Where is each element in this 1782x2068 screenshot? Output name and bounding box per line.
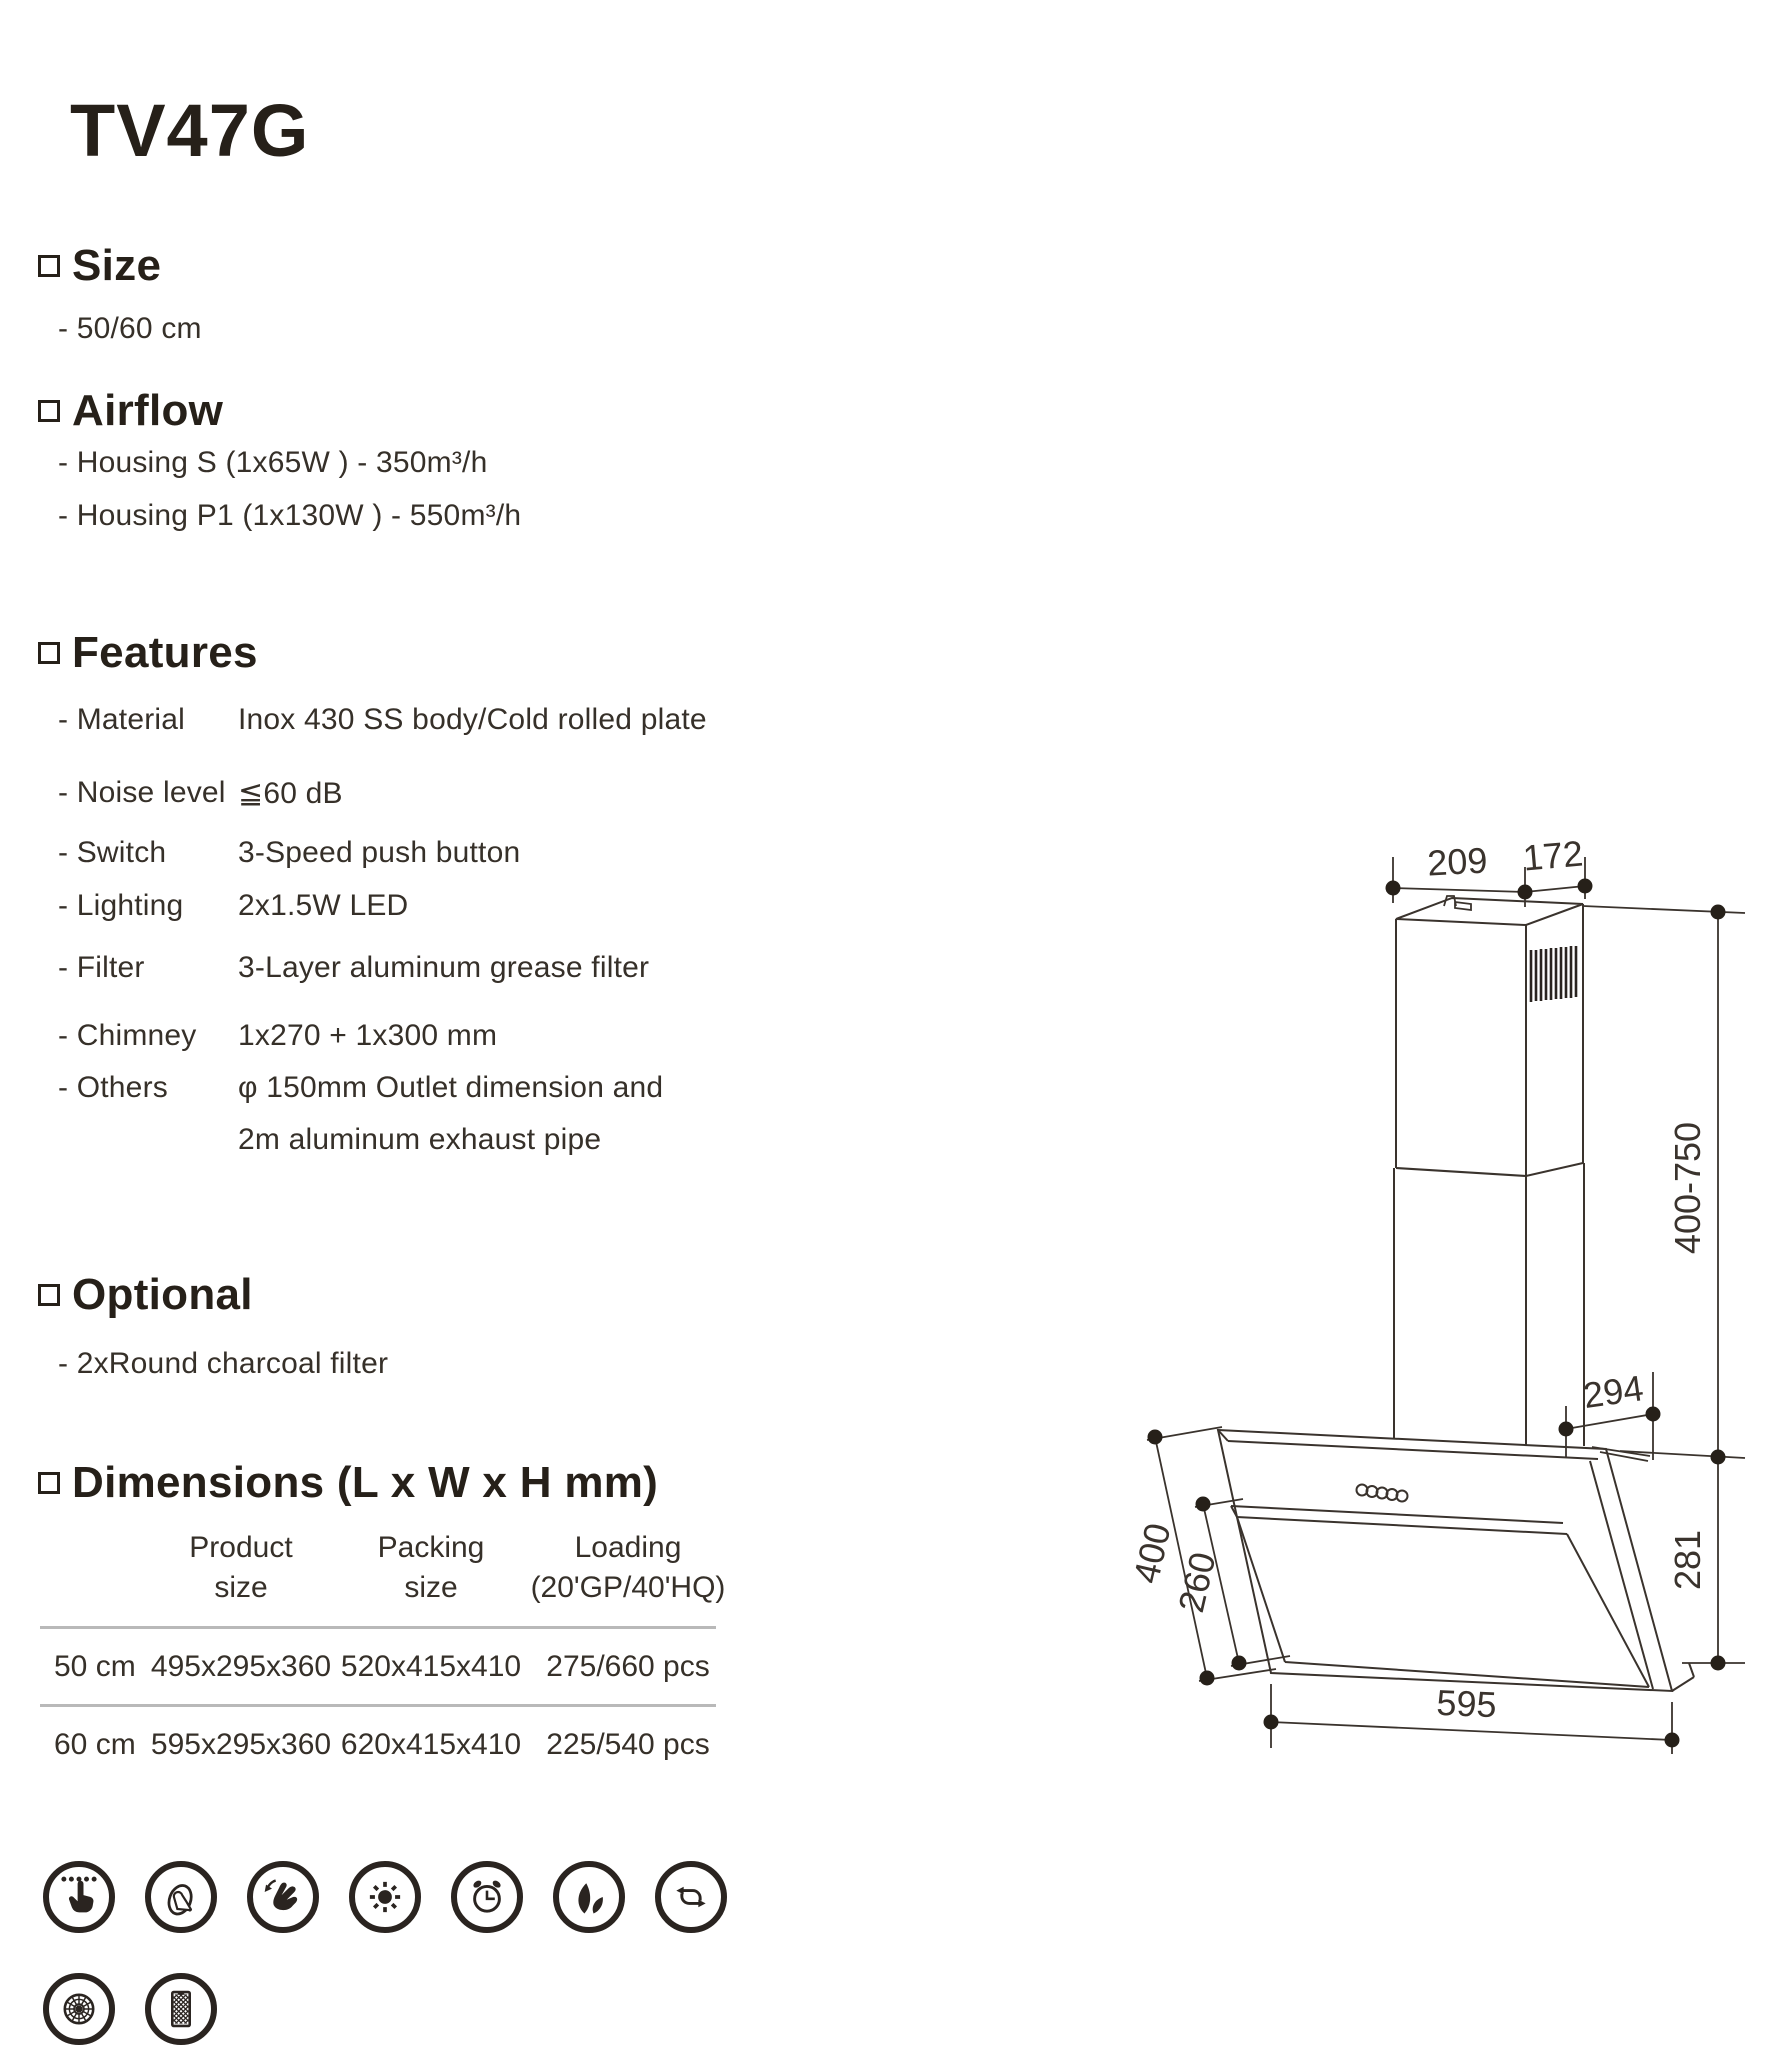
technical-drawing — [1100, 830, 1782, 1780]
dim-label-260: 260 — [1170, 1548, 1224, 1617]
size-item: - 50/60 cm — [58, 312, 202, 345]
chimney-top-dimension — [1386, 833, 1593, 907]
feature-label: - Chimney — [58, 1019, 197, 1052]
eco-leaf-icon — [553, 1861, 625, 1933]
chimney-outline — [1394, 896, 1584, 1446]
feature-value: ≦60 dB — [238, 777, 343, 810]
dim-label-172: 172 — [1521, 832, 1585, 879]
section-heading-features — [38, 630, 258, 676]
square-bullet-icon — [38, 1284, 60, 1306]
cell-size: 60 cm — [54, 1727, 136, 1761]
square-bullet-icon — [38, 400, 60, 422]
section-title: Features — [72, 628, 258, 677]
feature-value: 1x270 + 1x300 mm — [238, 1019, 498, 1052]
dim-label-400-750: 400-750 — [1667, 1121, 1708, 1255]
feature-row — [58, 836, 758, 870]
feature-row — [58, 1071, 758, 1105]
right-height-dimensions — [1580, 905, 1745, 1671]
col-header-packing-size — [336, 1528, 526, 1608]
section-title: Dimensions (L x W x H mm) — [72, 1458, 659, 1507]
air-recirculation-icon — [655, 1861, 727, 1933]
dim-label-209: 209 — [1426, 839, 1489, 884]
feature-value-line2: 2m aluminum exhaust pipe — [238, 1123, 602, 1156]
col-header-loading — [526, 1528, 730, 1608]
feature-value: 3-Speed push button — [238, 836, 521, 869]
feature-label: - Lighting — [58, 889, 184, 922]
col-header-product-size — [146, 1528, 336, 1608]
touch-control-icon — [145, 1861, 217, 1933]
cell-loading: 275/660 pcs — [546, 1649, 710, 1683]
feature-value: φ 150mm Outlet dimension and — [238, 1071, 664, 1104]
cell-loading: 225/540 pcs — [546, 1727, 710, 1761]
col-header — [40, 1528, 146, 1608]
table-header-row — [40, 1528, 726, 1626]
table-row — [40, 1626, 716, 1704]
dim-label-595: 595 — [1435, 1681, 1498, 1726]
charcoal-filter-icon — [145, 1973, 217, 2045]
hood-body-outline — [1218, 1430, 1694, 1691]
timer-icon — [451, 1861, 523, 1933]
airflow-item: - Housing S (1x65W ) - 350m³/h — [58, 446, 488, 479]
section-heading-optional — [38, 1272, 253, 1318]
optional-item: - 2xRound charcoal filter — [58, 1347, 389, 1380]
page-title: TV47G — [70, 89, 310, 172]
square-bullet-icon — [38, 642, 60, 664]
feature-value: 2x1.5W LED — [238, 889, 409, 922]
section-heading-dimensions — [38, 1460, 658, 1506]
col-header-line: Packing — [377, 1531, 485, 1564]
section-title: Size — [72, 241, 162, 290]
feature-label: - Filter — [58, 951, 145, 984]
feature-value: 3-Layer aluminum grease filter — [238, 951, 650, 984]
gesture-control-icon — [247, 1861, 319, 1933]
cell-packing-size: 620x415x410 — [340, 1727, 522, 1761]
bottom-width-dimension — [1264, 1682, 1680, 1754]
feature-row — [58, 889, 758, 923]
airflow-item: - Housing P1 (1x130W ) - 550m³/h — [58, 499, 522, 532]
col-header-line: Product — [189, 1531, 293, 1564]
square-bullet-icon — [38, 1472, 60, 1494]
col-header-line: size — [404, 1571, 458, 1604]
feature-row — [58, 703, 758, 737]
cell-size: 50 cm — [54, 1649, 136, 1683]
vent-grille-icon — [1531, 946, 1576, 1002]
col-header-line: size — [214, 1571, 268, 1604]
cell-product-size: 595x295x360 — [150, 1727, 332, 1761]
led-light-icon — [349, 1861, 421, 1933]
dim-label-294: 294 — [1580, 1367, 1646, 1417]
dim-label-281: 281 — [1667, 1529, 1708, 1591]
feature-label: - Switch — [58, 836, 167, 869]
cell-packing-size: 520x415x410 — [340, 1649, 522, 1683]
feature-row — [58, 951, 758, 985]
aluminum-grease-filter-icon — [43, 1973, 115, 2045]
section-heading-airflow — [38, 388, 223, 434]
push-button-control-icon — [43, 1861, 115, 1933]
square-bullet-icon — [38, 255, 60, 277]
feature-label: - Noise level — [58, 776, 226, 809]
col-header-line: Loading — [574, 1531, 682, 1564]
section-title: Airflow — [72, 386, 224, 435]
feature-value: Inox 430 SS body/Cold rolled plate — [238, 703, 707, 736]
feature-row — [58, 1019, 758, 1053]
feature-row — [58, 776, 758, 811]
dim-label-400: 400 — [1125, 1519, 1179, 1588]
section-title: Optional — [72, 1270, 253, 1319]
section-heading-size — [38, 243, 161, 289]
push-buttons — [1357, 1485, 1408, 1502]
feature-label: - Others — [58, 1071, 168, 1104]
col-header-line: (20'GP/40'HQ) — [530, 1571, 726, 1604]
feature-label: - Material — [58, 703, 186, 736]
cell-product-size: 495x295x360 — [150, 1649, 332, 1683]
table-row — [40, 1704, 716, 1782]
dimensions-table — [40, 1528, 726, 1782]
